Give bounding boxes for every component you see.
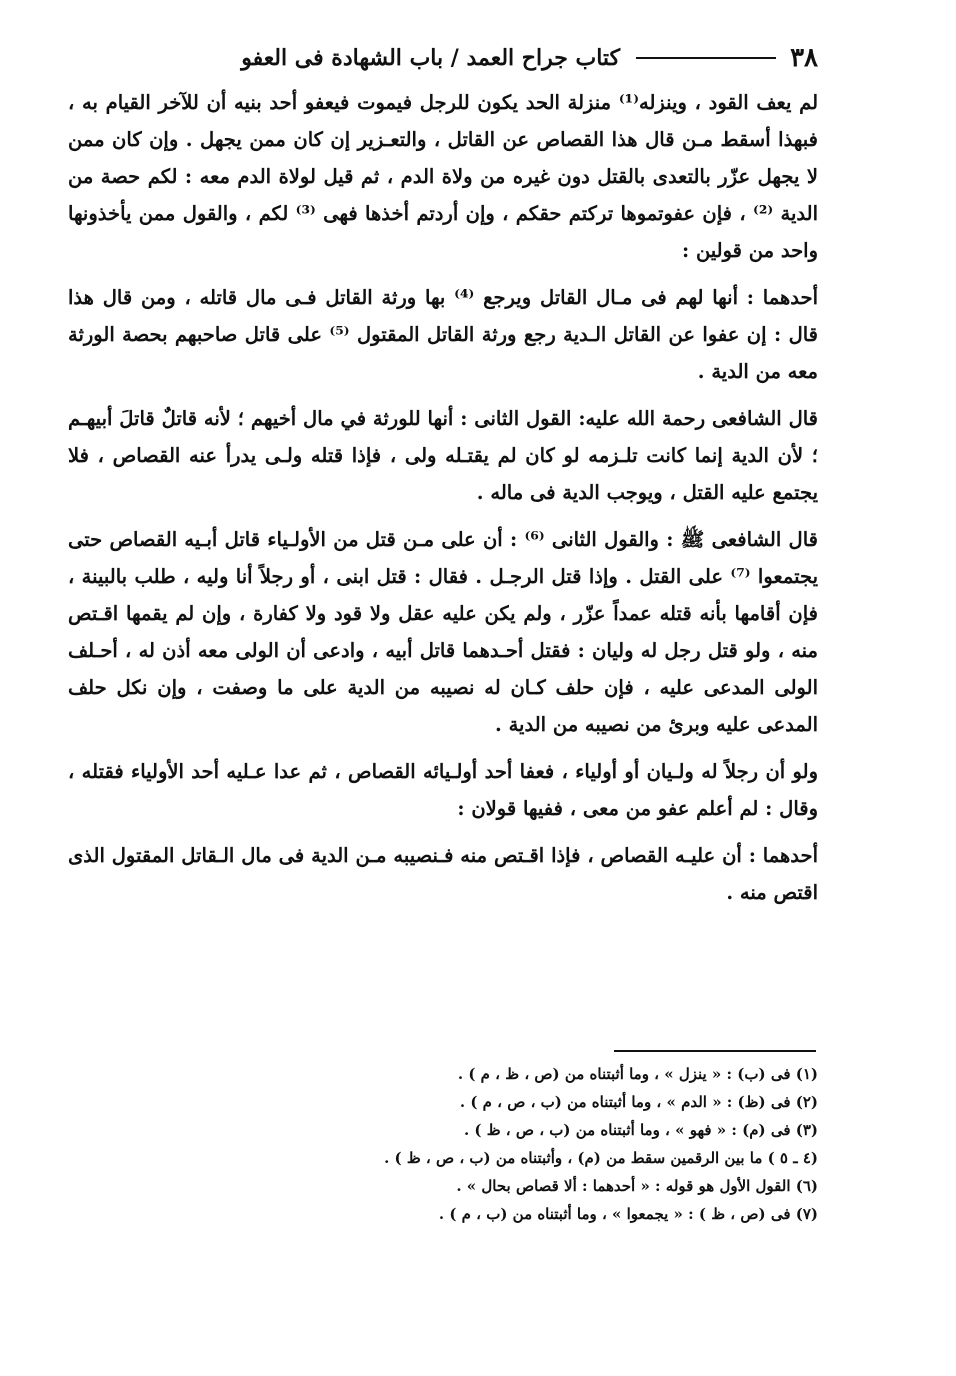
footnotes: [200, 1060, 818, 1228]
paragraph: [68, 84, 818, 269]
footnote: (٤ ـ ٥ ) ما بين الرقمين سقط من (م) ، وأثبتناه من (ب ، ص ، ظ ) .: [384, 1149, 818, 1167]
page-header: [68, 38, 818, 78]
paragraph-lead: أحدهما :: [738, 286, 818, 309]
paragraph: [68, 837, 818, 911]
paragraph: [68, 753, 818, 827]
paragraph-text: والقول الثانى ⁽⁶⁾ : أن على مـن قتل من الأولـياء قاتل أبـيه القصاص حتى يجتمعوا ⁽⁷⁾ على القتل . وإذا قتل الرجـل . فقال : قتل ابنى ، أو رجلاً أنا وليه ، طلب بالبينة ، فإن أقامها بأنه قتله عمداً عزّر ، ولم يكن عليه عقل ولا قود ولا كفارة ، وإن لم يقمها اقـتص منه ، ولو قتل رجل له وليان : فقتل أحـدهما قاتل أبيه ، وادعى أن الولى معه أذن له ، أحـلف الولى المدعى عليه ، فإن حلف كـان له نصيبه من الدية على ما وصفت ، وإن نكل حلف المدعى عليه وبرئ من نصيبه من الدية .: [68, 528, 818, 736]
paragraph: [68, 279, 818, 390]
footnote: (١) فى (ب) : « ينزل » ، وما أثبتناه من (ص ، ظ ، م ) .: [457, 1065, 818, 1083]
paragraph-lead: أحدهما :: [741, 844, 818, 867]
footnote: (٧) فى (ص ، ظ ) : « يجمعوا » ، وما أثبتناه من (ب ، م ) .: [438, 1205, 818, 1223]
paragraph-text: رحمة الله عليه: القول الثانى : أنها للورثة في مال أخيهم ؛ لأنه قاتلٌ قاتلَ أبيهـم ؛ لأن الدية إنما كانت تلـزمه لو كان لم يقتـله ولى ، فإذا قتله ولـى يدرأ عنه القصاص ، فلا يجتمع عليه القتل ، ويوجب الدية فى ماله .: [68, 407, 818, 504]
paragraph: [68, 400, 818, 511]
paragraph-lead: قال الشافعى ﷺ :: [658, 528, 818, 551]
footnote: (٦) القول الأول هو قوله : « أحدهما : ألا قصاص بحال » .: [456, 1177, 818, 1195]
footnote: (٢) فى (ظ) : « الدم » ، وما أثبتناه من (ب ، ص ، م ) .: [459, 1093, 818, 1111]
paragraph-text: لم يعف القود ، وينزله⁽¹⁾ منزلة الحد يكون للرجل فيموت فيعفو أحد بنيه أن للآخر القيام به ، فبهذا أسقط مـن قال هذا القصاص عن القاتل ، والتعـزير إن كان ممن يجهل . وإن كان ممن لا يجهل عزّر بالتعدى بالقتل دون غيره من ولاة الدم ، ثم قيل لولاة الدم معه : لكم حصة من الدية ⁽²⁾ ، فإن عفوتموها تركتم حقكم ، وإن أردتم أخذها فهى ⁽³⁾ لكم ، والقول ممن يأخذونها واحد من قولين :: [68, 91, 819, 262]
footnote-separator: [614, 1050, 816, 1052]
footnote: (٣) فى (م) : « فهو » ، وما أثبتناه من (ب ، ص ، ظ ) .: [463, 1121, 818, 1139]
paragraph-text: أن عليـه القصاص ، فإذا اقـتص منه فـنصيبه مـن الدية فى مال الـقاتل المقتول الذى اقتص منه .: [68, 844, 818, 904]
paragraph-lead: قال الشافعى: [705, 407, 818, 430]
paragraph-text: أنها لهم فى مـال القاتل ويرجع ⁽⁴⁾ بها ورثة القاتل فـى مال قاتله ، ومن قال هذا قال : إن عفوا عن القاتل الـدية رجع ورثة القاتل المقتول ⁽⁵⁾ على قاتل صاحبهم بحصة الورثة معه من الدية .: [68, 286, 818, 383]
header-rule: [636, 57, 776, 59]
body-text: [68, 84, 818, 921]
paragraph: [68, 521, 818, 743]
page-number: ٣٨: [790, 43, 818, 73]
paragraph-text: ولو أن رجلاً له ولـيان أو أولياء ، فعفا أحد أولـيائه القصاص ، ثم عدا عـليه أحد الأولياء فقتله ، وقال : لم أعلم عفو من معى ، ففيها قولان :: [68, 760, 818, 820]
running-title: كتاب جراح العمد / باب الشهادة فى العفو: [241, 45, 621, 71]
